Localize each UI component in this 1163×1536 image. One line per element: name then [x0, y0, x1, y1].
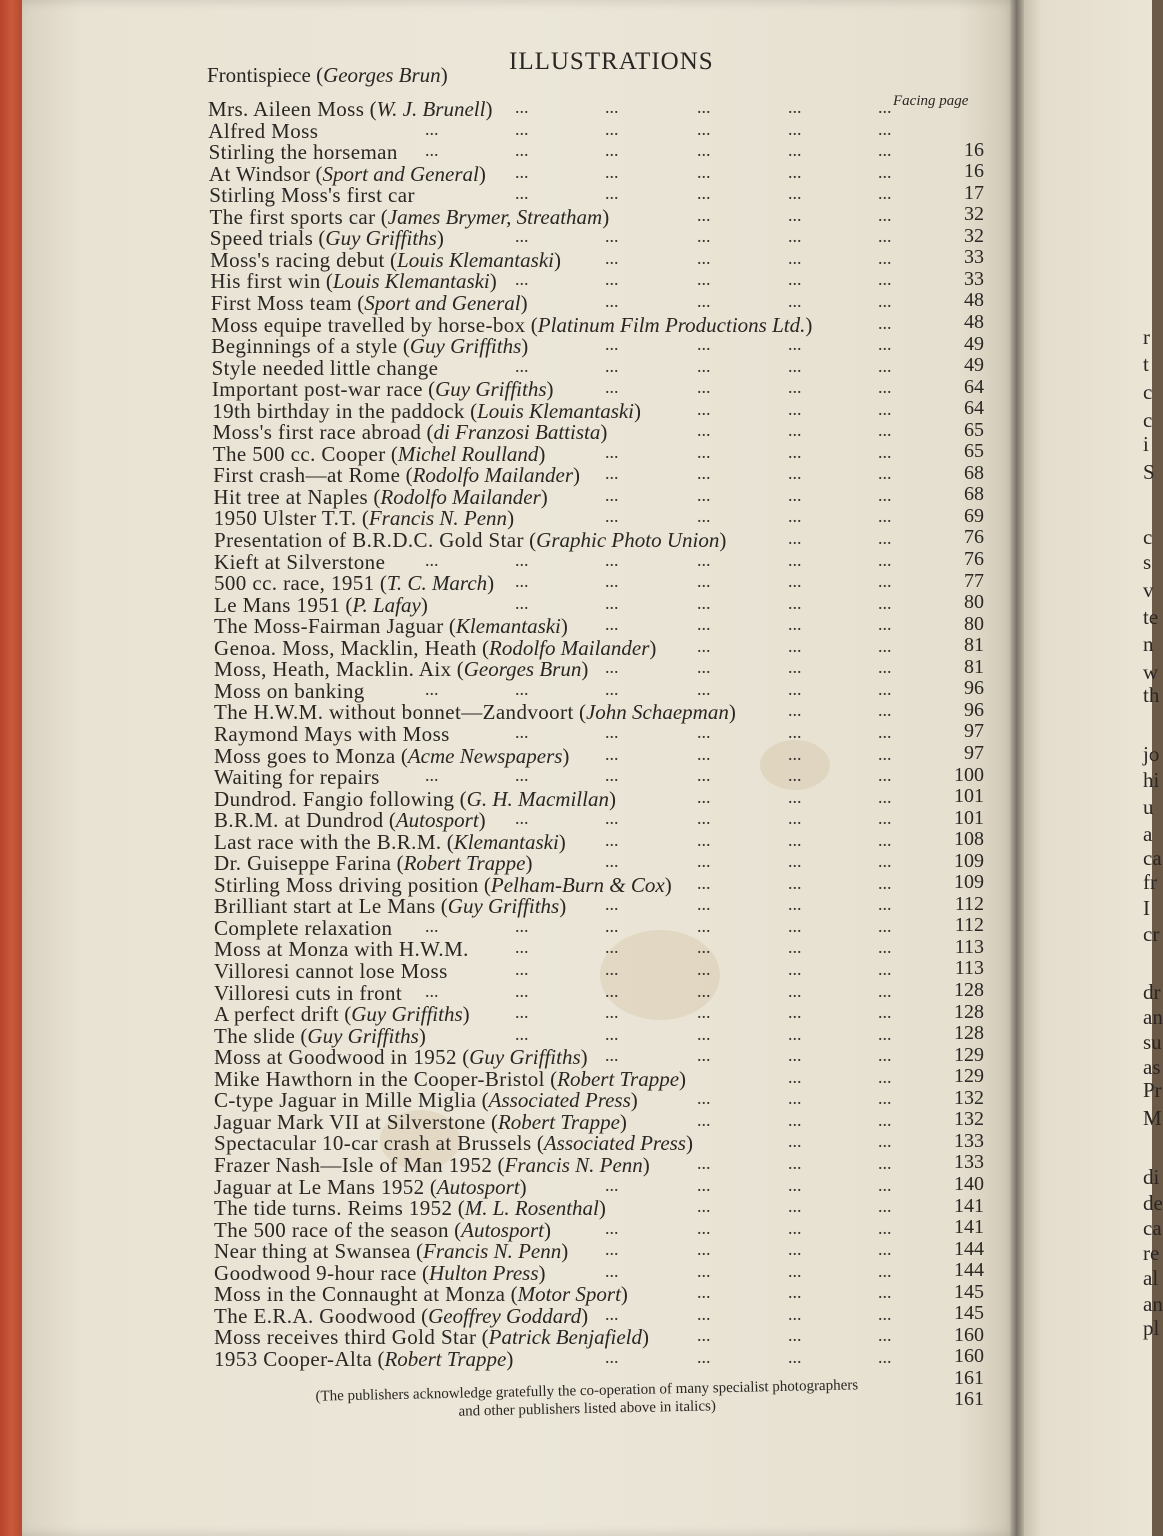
entry-page-number: 128	[954, 979, 984, 1001]
entry-page-number: 144	[954, 1259, 984, 1282]
entry-title: Moss's racing debut	[210, 247, 385, 272]
illustration-entry: Jaguar at Le Mans 1952 (Autosport) ... ... ... ...	[214, 1174, 892, 1199]
entry-title: Mrs. Aileen Moss	[208, 97, 365, 121]
entry-page-number: 161	[954, 1388, 984, 1411]
illustration-entry: A perfect drift (Guy Griffiths) ... ... ... ... ...	[214, 1002, 892, 1027]
entry-credit: Francis N. Penn	[368, 506, 508, 531]
entry-title: Brilliant start at Le Mans	[214, 894, 436, 919]
entry-credit: Associated Press	[488, 1088, 631, 1113]
entry-title: Moss equipe travelled by horse-box	[211, 312, 526, 337]
entry-title: First crash—at Rome	[213, 463, 401, 488]
entry-credit: Klemantaski	[455, 614, 561, 639]
entry-title: The slide	[214, 1023, 296, 1048]
entry-page-number: 68	[964, 483, 984, 506]
entry-credit: Motor Sport	[517, 1282, 621, 1307]
right-page-text-fragment: n	[1143, 632, 1154, 656]
entry-page-number: 16	[964, 138, 984, 161]
illustration-entry: Mike Hawthorn in the Cooper-Bristol (Robert Trappe) ... ...	[214, 1066, 892, 1091]
illustration-entry: Spectacular 10-car crash at Brussels (Associated Press) ... ...	[214, 1131, 892, 1156]
illustration-entry: 19th birthday in the paddock (Louis Klemantaski) ... ... ...	[212, 398, 892, 423]
entry-title: Jaguar at Le Mans 1952	[214, 1174, 425, 1199]
right-page-text-fragment: al	[1143, 1266, 1159, 1290]
illustration-entry: Style needed little change ... ... ... ... ...	[211, 355, 892, 380]
entry-page-number: 16	[964, 160, 984, 183]
right-page-text-fragment: jo	[1143, 742, 1160, 766]
entry-page-number: 140	[954, 1172, 984, 1195]
illustration-entry: The 500 cc. Cooper (Michel Roulland) ... ... ... ...	[212, 441, 892, 466]
entry-title: Alfred Moss	[208, 118, 319, 143]
entry-title: Jaguar Mark VII at Silverstone	[214, 1109, 486, 1134]
illustration-entry: Villoresi cannot lose Moss ... ... ... ... ...	[214, 959, 892, 983]
entry-page-number: 81	[964, 634, 984, 657]
entry-page-number: 132	[954, 1086, 984, 1109]
entry-credit: Louis Klemantaski	[477, 398, 635, 423]
entry-title: Hit tree at Naples	[213, 484, 369, 509]
entry-credit: John Schaepman	[585, 700, 729, 725]
right-page-text-fragment: t	[1143, 352, 1149, 376]
entry-title: Stirling Moss's first car	[209, 183, 415, 208]
right-page-text-fragment: hi	[1143, 768, 1160, 792]
entry-title: Last race with the B.R.M.	[214, 829, 442, 854]
illustration-entry: Important post-war race (Guy Griffiths) ... ... ... ...	[211, 377, 892, 402]
entry-credit: Guy Griffiths	[447, 894, 560, 919]
entry-title: Near thing at Swansea	[214, 1239, 411, 1264]
entry-page-number: 77	[964, 569, 984, 592]
entry-credit: Guy Griffiths	[409, 334, 522, 359]
entry-page-number: 132	[954, 1108, 984, 1131]
entry-title: Moss goes to Monza	[214, 743, 396, 768]
right-page-text-fragment: su	[1143, 1030, 1162, 1054]
acknowledgement-line-2: and other publishers listed above in italics)	[458, 1398, 717, 1420]
entry-credit: Rodolfo Mailander	[412, 463, 573, 488]
entry-page-number: 141	[954, 1216, 984, 1239]
illustration-entry: At Windsor (Sport and General) ... ... ... ... ...	[208, 161, 892, 186]
entry-page-number: 112	[954, 892, 984, 915]
entry-page-number: 100	[954, 763, 984, 786]
illustration-entry: Stirling the horseman ... ... ... ... ... ...	[208, 140, 892, 165]
entry-page-number: 101	[954, 806, 984, 829]
right-page-text-fragment: fr	[1143, 870, 1157, 894]
right-page-text-fragment: re	[1143, 1241, 1160, 1265]
illustration-entry: The H.W.M. without bonnet—Zandvoort (John Schaepman) ... ...	[214, 700, 892, 725]
illustration-entry: Near thing at Swansea (Francis N. Penn) ... ... ... ...	[214, 1239, 892, 1264]
entry-credit: Louis Klemantaski	[332, 269, 490, 294]
entry-credit: Louis Klemantaski	[397, 247, 554, 272]
frontispiece-credit: Georges Brun	[323, 63, 441, 87]
right-page-text-fragment: r	[1143, 325, 1150, 349]
entry-credit: Guy Griffiths	[307, 1023, 419, 1048]
entry-title: At Windsor	[208, 161, 311, 186]
illustration-entry: The 500 race of the season (Autosport) ... ... ... ...	[214, 1217, 892, 1242]
frontispiece-title: Frontispiece	[207, 63, 311, 87]
entry-page-number: 128	[954, 1000, 984, 1023]
entry-title: Moss on banking	[214, 678, 365, 703]
entry-title: Style needed little change	[211, 355, 439, 380]
entry-page-number: 64	[964, 375, 984, 398]
entry-page-number: 32	[964, 203, 984, 226]
illustration-entry: Brilliant start at Le Mans (Guy Griffiths) ... ... ... ...	[214, 894, 892, 919]
entry-page-number: 96	[964, 677, 984, 700]
entry-page-number: 97	[964, 741, 984, 764]
entry-title: Moss at Goodwood in 1952	[214, 1045, 457, 1070]
entry-page-number: 112	[954, 914, 984, 937]
illustration-entry: Dr. Guiseppe Farina (Robert Trappe) ... ... ... ...	[214, 851, 892, 876]
entry-page-number: 76	[964, 526, 984, 549]
entry-credit: Sport and General	[364, 290, 521, 315]
entry-title: Waiting for repairs	[214, 765, 380, 790]
illustration-entry: Moss equipe travelled by horse-box (Platinum Film Productions Ltd.) ...	[211, 312, 892, 337]
entry-title: Le Mans 1951	[214, 592, 341, 617]
illustration-entry: Moss goes to Monza (Acme Newspapers) ... ... ... ...	[214, 743, 892, 768]
entry-title: Moss in the Connaught at Monza	[214, 1282, 506, 1307]
entry-title: Genoa. Moss, Macklin, Heath	[214, 635, 477, 660]
entry-page-number: 128	[954, 1022, 984, 1045]
entry-page-number: 48	[964, 289, 984, 312]
illustration-entry: The slide (Guy Griffiths) ... ... ... ... ...	[214, 1023, 892, 1048]
entry-credit: Robert Trappe	[384, 1346, 507, 1371]
illustration-entry: Moss receives third Gold Star (Patrick Benjafield) ... ... ...	[214, 1325, 892, 1350]
entry-credit: Guy Griffiths	[325, 226, 437, 251]
right-page-text-fragment: u	[1143, 795, 1154, 819]
entry-page-number: 49	[964, 332, 984, 355]
illustration-entry: Kieft at Silverstone ... ... ... ... ... ...	[214, 549, 892, 574]
illustration-entry: Beginnings of a style (Guy Griffiths) ... ... ... ...	[211, 334, 892, 359]
entry-title: The tide turns. Reims 1952	[214, 1196, 453, 1221]
illustration-entry: Jaguar Mark VII at Silverstone (Robert Trappe) ... ... ...	[214, 1109, 892, 1134]
illustration-entry: Le Mans 1951 (P. Lafay) ... ... ... ... ...	[214, 592, 892, 617]
entry-credit: Geoffrey Goddard	[428, 1303, 582, 1328]
entry-credit: Robert Trappe	[497, 1109, 620, 1134]
entry-title: The first sports car	[209, 204, 376, 229]
entry-credit: Guy Griffiths	[351, 1002, 463, 1027]
entry-page-number: 144	[954, 1237, 984, 1260]
illustration-entry: 500 cc. race, 1951 (T. C. March) ... ... ... ... ...	[214, 571, 892, 596]
illustration-entry: Moss in the Connaught at Monza (Motor Sport) ... ... ...	[214, 1282, 892, 1307]
page-heading: ILLUSTRATIONS	[509, 48, 714, 75]
entry-credit: P. Lafay	[352, 592, 421, 617]
entry-credit: Francis N. Penn	[423, 1239, 562, 1264]
right-page-text-fragment: dr	[1143, 980, 1161, 1004]
illustration-entry: The tide turns. Reims 1952 (M. L. Rosenthal) ... ... ...	[214, 1196, 892, 1221]
entry-credit: Georges Brun	[463, 657, 582, 682]
entry-page-number: 113	[954, 935, 984, 958]
frontispiece-entry: Frontispiece (Georges Brun)	[207, 63, 448, 87]
entry-page-number: 133	[954, 1129, 984, 1152]
entry-page-number: 81	[964, 655, 984, 678]
entry-credit: Michel Roulland	[397, 441, 539, 466]
entry-title: Dundrod. Fangio following	[214, 786, 455, 811]
entry-title: Moss, Heath, Macklin. Aix	[214, 657, 452, 682]
illustration-entry: First Moss team (Sport and General) ... ... ... ...	[210, 290, 892, 315]
entry-title: Moss's first race abroad	[212, 420, 422, 445]
entry-title: His first win	[210, 269, 321, 294]
right-page-text-fragment: di	[1143, 1165, 1160, 1189]
entry-title: Frazer Nash—Isle of Man 1952	[214, 1152, 493, 1177]
entry-credit: Robert Trappe	[557, 1066, 680, 1091]
entry-credit: Autosport	[461, 1217, 544, 1242]
entry-title: Moss receives third Gold Star	[214, 1325, 477, 1350]
entry-page-number: 133	[954, 1151, 984, 1174]
entry-page-number: 33	[964, 267, 984, 290]
right-page-text-fragment: Pr	[1143, 1078, 1162, 1102]
illustration-entry: Moss's racing debut (Louis Klemantaski) ... ... ... ...	[210, 247, 892, 272]
illustration-entry: C-type Jaguar in Mille Miglia (Associated Press) ... ... ...	[214, 1088, 892, 1113]
entry-title: First Moss team	[210, 290, 353, 315]
entry-page-number: 101	[954, 785, 984, 808]
illustration-entry: The first sports car (James Brymer, Streatham) ... ... ...	[209, 204, 892, 229]
entry-title: 1953 Cooper-Alta	[214, 1346, 373, 1371]
illustration-entry: Moss at Goodwood in 1952 (Guy Griffiths) ... ... ... ...	[214, 1045, 892, 1070]
entry-page-number: 32	[964, 224, 984, 247]
right-page-text-fragment: as	[1143, 1055, 1161, 1079]
entry-page-number: 64	[964, 397, 984, 420]
right-page-text-fragment: ca	[1143, 1216, 1162, 1240]
illustration-entry: Stirling Moss driving position (Pelham-Burn & Cox) ... ... ...	[214, 872, 892, 897]
entry-title: Raymond Mays with Moss	[214, 721, 450, 746]
entry-page-number: 80	[964, 612, 984, 635]
entry-page-number: 49	[964, 354, 984, 377]
facing-page-label: Facing page	[893, 93, 969, 109]
entry-credit: Autosport	[395, 808, 479, 833]
illustration-entry: Frazer Nash—Isle of Man 1952 (Francis N. Penn) ... ... ...	[214, 1152, 892, 1177]
entry-title: Speed trials	[209, 226, 314, 251]
entry-credit: Associated Press	[543, 1131, 686, 1156]
entry-page-number: 65	[964, 440, 984, 463]
entry-page-number: 129	[954, 1043, 984, 1066]
entry-page-number: 48	[964, 310, 984, 333]
entry-credit: Patrick Benjafield	[488, 1325, 643, 1350]
illustration-entry: Villoresi cuts in front ... ... ... ... ... ...	[214, 980, 892, 1005]
entry-page-number: 160	[954, 1345, 984, 1368]
entry-title: Beginnings of a style	[211, 334, 398, 359]
illustration-entry: Mrs. Aileen Moss (W. J. Brunell) ... ... ... ... ...	[208, 97, 892, 121]
entry-credit: Autosport	[436, 1174, 520, 1199]
right-page-text-fragment: ca	[1143, 846, 1162, 870]
entry-credit: Francis N. Penn	[504, 1152, 643, 1177]
right-page-text-fragment: s	[1143, 550, 1152, 574]
entry-title: B.R.M. at Dundrod	[214, 808, 384, 833]
illustration-entry: Speed trials (Guy Griffiths) ... ... ... ... ...	[209, 226, 892, 251]
entry-page-number: 96	[964, 698, 984, 721]
right-page-text-fragment: v	[1143, 578, 1154, 602]
illustration-entry: Waiting for repairs ... ... ... ... ... ...	[214, 765, 892, 790]
entry-title: 19th birthday in the paddock	[212, 398, 465, 423]
entry-title: The H.W.M. without bonnet—Zandvoort	[214, 700, 574, 725]
entry-credit: Platinum Film Productions Ltd.	[537, 312, 806, 337]
illustration-entry: 1953 Cooper-Alta (Robert Trappe) ... ... ... ...	[214, 1346, 892, 1371]
entry-credit: Hulton Press	[429, 1260, 539, 1285]
entry-title: Goodwood 9-hour race	[214, 1260, 417, 1285]
illustration-entry: B.R.M. at Dundrod (Autosport) ... ... ... ... ...	[214, 808, 892, 833]
entry-title: Dr. Guiseppe Farina	[214, 851, 392, 876]
entry-credit: di Franzosi Battista	[433, 420, 601, 445]
entry-credit: W. J. Brunell	[376, 97, 486, 121]
entry-credit: M. L. Rosenthal	[464, 1196, 599, 1221]
entry-title: The 500 cc. Cooper	[212, 441, 386, 466]
entry-page-number: 69	[964, 504, 984, 527]
illustration-entry: Raymond Mays with Moss ... ... ... ... ...	[214, 721, 892, 746]
right-page-text-fragment: M	[1143, 1106, 1162, 1130]
entry-credit: Rodolfo Mailander	[489, 635, 650, 660]
illustration-entry: The Moss-Fairman Jaguar (Klemantaski) ... ... ... ...	[214, 614, 892, 639]
illustration-entry: Moss on banking ... ... ... ... ... ...	[214, 678, 892, 703]
entry-page-number: 161	[954, 1366, 984, 1389]
illustration-entry: His first win (Louis Klemantaski) ... ... ... ... ...	[210, 269, 892, 294]
illustration-entry: Presentation of B.R.D.C. Gold Star (Graphic Photo Union) ... ...	[214, 528, 892, 552]
entry-page-number: 108	[954, 828, 984, 851]
entry-credit: James Brymer, Streatham	[387, 204, 603, 229]
right-page-text-fragment: c	[1143, 525, 1153, 549]
entry-title: 500 cc. race, 1951	[214, 571, 375, 596]
entry-page-number: 145	[954, 1302, 984, 1325]
right-page-text-fragment: w	[1143, 660, 1159, 684]
entry-credit: Graphic Photo Union	[536, 528, 720, 552]
entry-page-number: 109	[954, 849, 984, 872]
right-page-text-fragment: pl	[1143, 1316, 1160, 1340]
right-page-text-fragment: an	[1143, 1292, 1163, 1316]
entry-credit: Guy Griffiths	[469, 1045, 581, 1070]
entry-page-number: 141	[954, 1194, 984, 1217]
illustration-entry: Goodwood 9-hour race (Hulton Press) ... ... ... ...	[214, 1260, 892, 1285]
entry-credit: Acme Newspapers	[407, 743, 563, 768]
entry-title: 1950 Ulster T.T.	[213, 506, 357, 531]
entry-title: Stirling Moss driving position	[214, 872, 479, 897]
entry-title: Spectacular 10-car crash at Brussels	[214, 1131, 532, 1156]
entry-page-number: 109	[954, 871, 984, 894]
illustration-entry: First crash—at Rome (Rodolfo Mailander) ... ... ... ...	[213, 463, 892, 488]
right-page-text-fragment: i	[1143, 432, 1149, 456]
book-page-right	[1017, 0, 1163, 1536]
entry-page-number: 76	[964, 548, 984, 570]
right-page-text-fragment: c	[1143, 408, 1153, 432]
illustration-entry: Moss, Heath, Macklin. Aix (Georges Brun) ... ... ... ...	[214, 657, 892, 682]
right-page-text-fragment: c	[1143, 380, 1153, 404]
illustration-entry: Genoa. Moss, Macklin, Heath (Rodolfo Mailander) ... ... ...	[214, 635, 892, 660]
entry-title: The Moss-Fairman Jaguar	[214, 614, 444, 639]
entry-credit: T. C. March	[386, 571, 488, 596]
entry-page-number: 113	[954, 957, 984, 980]
illustration-entry: Moss's first race abroad (di Franzosi Battista) ... ... ...	[212, 420, 892, 445]
entry-credit: Robert Trappe	[403, 851, 526, 876]
illustration-entry: 1950 Ulster T.T. (Francis N. Penn) ... ... ... ...	[213, 506, 892, 531]
entry-credit: Sport and General	[322, 161, 479, 186]
entry-title: The E.R.A. Goodwood	[214, 1303, 416, 1328]
right-page-text-fragment: de	[1143, 1191, 1163, 1215]
entry-credit: Pelham-Burn & Cox	[490, 872, 665, 897]
entry-credit: Klemantaski	[453, 829, 559, 854]
entry-title: Villoresi cannot lose Moss	[214, 959, 448, 983]
illustration-entry: Stirling Moss's first car ... ... ... ... ...	[209, 183, 892, 208]
illustration-entry: Complete relaxation ... ... ... ... ... ...	[214, 915, 892, 940]
entry-title: Presentation of B.R.D.C. Gold Star	[214, 528, 524, 552]
entry-title: Mike Hawthorn in the Cooper-Bristol	[214, 1066, 545, 1091]
right-page-text-fragment: cr	[1143, 922, 1160, 946]
right-page-text-fragment: a	[1143, 822, 1153, 846]
illustration-entry: Dundrod. Fangio following (G. H. Macmillan) ... ... ...	[214, 786, 892, 811]
right-page-text-fragment: an	[1143, 1005, 1163, 1029]
entry-title: Kieft at Silverstone	[214, 549, 386, 574]
illustration-entry: The E.R.A. Goodwood (Geoffrey Goddard) ... ... ... ...	[214, 1303, 892, 1328]
illustration-entry: Moss at Monza with H.W.M. ... ... ... ... ...	[214, 937, 892, 962]
entry-title: The 500 race of the season	[214, 1217, 449, 1242]
entry-credit: Rodolfo Mailander	[380, 484, 541, 509]
entry-title: Important post-war race	[211, 377, 423, 402]
entry-page-number: 145	[954, 1280, 984, 1303]
illustration-entry: Last race with the B.R.M. (Klemantaski) ... ... ... ...	[214, 829, 892, 854]
entry-title: A perfect drift	[214, 1002, 339, 1027]
entry-page-number: 65	[964, 418, 984, 441]
entry-page-number: 129	[954, 1065, 984, 1088]
entry-credit: Guy Griffiths	[435, 377, 547, 402]
entry-title: Villoresi cuts in front	[214, 980, 403, 1005]
entry-page-number: 80	[964, 591, 984, 614]
entry-title: Stirling the horseman	[208, 140, 398, 165]
entry-page-number: 33	[964, 246, 984, 269]
right-page-text-fragment: th	[1143, 683, 1160, 707]
entry-page-number: 68	[964, 461, 984, 484]
entry-page-number: 160	[954, 1323, 984, 1346]
entry-title: Moss at Monza with H.W.M.	[214, 937, 469, 962]
right-page-text-fragment: S	[1143, 460, 1155, 484]
entry-title: C-type Jaguar in Mille Miglia	[214, 1088, 477, 1113]
right-page-text-fragment: te	[1143, 605, 1159, 629]
acknowledgement-line-1: (The publishers acknowledge gratefully the co-operation of many specialist photographers	[315, 1377, 859, 1405]
entry-title: Complete relaxation	[214, 915, 393, 940]
entry-credit: G. H. Macmillan	[466, 786, 609, 811]
entry-page-number: 17	[964, 181, 984, 204]
right-page-text-fragment: I	[1143, 896, 1150, 920]
entry-page-number: 97	[964, 720, 984, 743]
illustration-entry: Hit tree at Naples (Rodolfo Mailander) ... ... ... ...	[213, 484, 892, 509]
illustration-entry: Alfred Moss ... ... ... ... ... ...	[208, 118, 892, 143]
